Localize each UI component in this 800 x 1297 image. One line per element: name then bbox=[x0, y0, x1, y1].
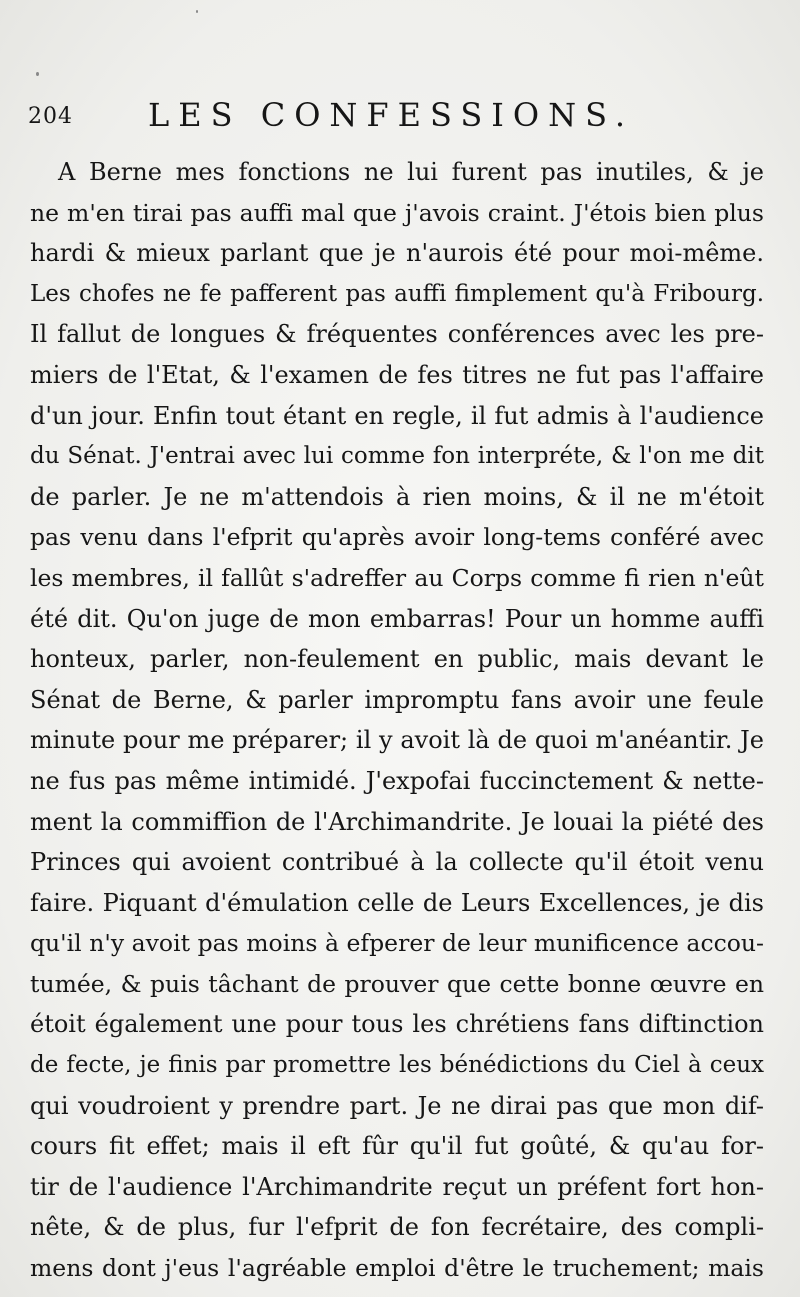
text-line: d'un jour. Enfin tout étant en regle, il fut admis à l'audience bbox=[30, 401, 764, 430]
text-line: de fecte, je finis par promettre les bénédictions du Ciel à ceux bbox=[30, 1052, 764, 1079]
page-number: 204 bbox=[28, 104, 73, 129]
text-line: Les chofes ne fe pafferent pas auffi fimplement qu'à Fribourg. bbox=[30, 280, 764, 307]
running-title: LES CONFESSIONS. bbox=[148, 96, 635, 134]
text-line: Il fallut de longues & fréquentes conférences avec les pre- bbox=[30, 320, 764, 349]
text-line: du Sénat. J'entrai avec lui comme fon interpréte, & l'on me dit bbox=[30, 443, 764, 470]
paper-speck bbox=[36, 72, 39, 76]
text-line: pas venu dans l'efprit qu'après avoir long-tems conféré avec bbox=[30, 523, 764, 552]
text-line: cours fit effet; mais il eft fûr qu'il fut goûté, & qu'au for- bbox=[30, 1132, 764, 1161]
text-line: minute pour me préparer; il y avoit là de quoi m'anéantir. Je bbox=[30, 726, 764, 755]
text-line: ne m'en tirai pas auffi mal que j'avois craint. J'étois bien plus bbox=[30, 198, 764, 227]
text-line: les membres, il fallût s'adreffer au Corps comme fi rien n'eût bbox=[30, 563, 764, 592]
text-line: Sénat de Berne, & parler impromptu fans avoir une feule bbox=[30, 685, 764, 714]
text-line: qui voudroient y prendre part. Je ne dirai pas que mon dif- bbox=[30, 1091, 764, 1120]
text-line: nête, & de plus, fur l'efprit de fon fecrétaire, des compli- bbox=[30, 1213, 764, 1242]
text-line: ment la commiffion de l'Archimandrite. Je louai la piété des bbox=[30, 807, 764, 836]
text-line: de parler. Je ne m'attendois à rien moins, & il ne m'étoit bbox=[30, 482, 764, 511]
text-line: été dit. Qu'on juge de mon embarras! Pour un homme auffi bbox=[30, 604, 764, 633]
paper-speck bbox=[196, 10, 198, 13]
text-line: ne fus pas même intimidé. J'expofai fuccinctement & nette- bbox=[30, 766, 764, 795]
body-text bbox=[30, 152, 764, 1289]
text-line: honteux, parler, non-feulement en public, mais devant le bbox=[30, 645, 764, 674]
text-line: tir de l'audience l'Archimandrite reçut un préfent fort hon- bbox=[30, 1172, 764, 1201]
text-line: hardi & mieux parlant que je n'aurois été pour moi-même. bbox=[30, 239, 764, 268]
text-line: mens dont j'eus l'agréable emploi d'être le truchement; mais bbox=[30, 1254, 764, 1283]
text-line: faire. Piquant d'émulation celle de Leurs Excellences, je dis bbox=[30, 888, 764, 917]
page-header bbox=[28, 96, 768, 140]
text-line: miers de l'Etat, & l'examen de fes titres ne fut pas l'affaire bbox=[30, 360, 764, 389]
text-line: tumée, & puis tâchant de prouver que cette bonne œuvre en bbox=[30, 969, 764, 998]
text-line: Princes qui avoient contribué à la collecte qu'il étoit venu bbox=[30, 848, 764, 877]
text-line: A Berne mes fonctions ne lui furent pas inutiles, & je bbox=[58, 158, 764, 186]
text-line: qu'il n'y avoit pas moins à efperer de leur munificence accou- bbox=[30, 929, 764, 958]
text-line: étoit également une pour tous les chrétiens fans diftinction bbox=[30, 1010, 764, 1039]
